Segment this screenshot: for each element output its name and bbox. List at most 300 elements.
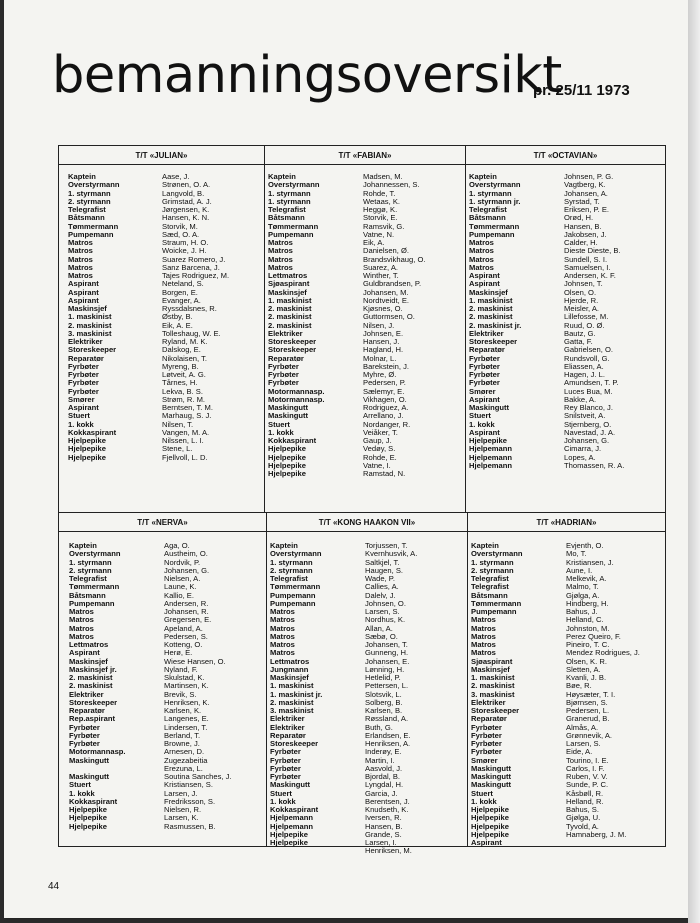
crew-role: Matros (268, 263, 293, 272)
crew-name: Tolleshaug, W. E. (162, 329, 221, 338)
crew-name: Iversen, R. (365, 814, 402, 823)
crew-role: Overstyrmann (270, 550, 322, 559)
crew-name: Gjølga, U. (566, 814, 601, 823)
crew-name: Sælemyr, E. (363, 387, 405, 396)
crew-role: 2. maskinist (268, 321, 312, 330)
crew-name: Hagland, H. (363, 346, 404, 355)
crew-name: Larsen, I. (365, 839, 397, 847)
roles-octavian (469, 173, 521, 470)
crew-name: Ramstad, N. (363, 470, 406, 478)
crew-role: Kaptein (471, 542, 499, 550)
crew-name: Storvik, E. (363, 214, 398, 223)
crew-role: Stuert (270, 789, 292, 798)
crew-name: Storvik, M. (162, 222, 198, 231)
crew-name: Martin, I. (365, 756, 395, 765)
crew-role: 2. maskinist (268, 305, 312, 313)
crew-role: Storeskeeper (270, 740, 319, 748)
crew-role: Fyrbøter (270, 756, 301, 765)
header-rule-bottom (59, 531, 665, 532)
crew-name: Johansen, G. (564, 437, 610, 445)
crew-name: Kvanli, J. B. (566, 674, 607, 682)
crew-role: 1. maskinist (471, 674, 515, 682)
crew-role: Matros (469, 247, 494, 256)
crew-role: Matros (68, 247, 93, 256)
crew-name: Woicke, J. H. (162, 247, 207, 256)
crew-name: Lillefosse, M. (564, 313, 609, 322)
ship-header-octavian: T/T «OCTAVIAN» (533, 151, 598, 160)
crew-role: Pumpemann (469, 230, 515, 239)
crew-name: Suarez, A. (363, 263, 399, 272)
roles-kong-haakon (270, 542, 322, 847)
crew-role: 1. kokk (68, 420, 94, 429)
crew-name: Eriksen, P. E. (564, 206, 610, 214)
crew-role: Hjelpepike (471, 830, 509, 839)
crew-name: Sletten, A. (566, 665, 601, 674)
crew-role: Pumpemann (270, 599, 316, 608)
crew-role: Maskingutt (471, 764, 512, 773)
crew-role: Aspirant (68, 288, 99, 297)
crew-name: Tårnes, H. (162, 379, 198, 388)
crew-role: Matros (268, 247, 293, 256)
crew-role: Hjelpepike (268, 470, 306, 478)
crew-role: Tømmermann (68, 222, 119, 231)
crew-name: Wetaas, K. (363, 197, 401, 206)
crew-role: Maskingutt (268, 412, 309, 421)
crew-role: 2. styrmann (68, 197, 111, 206)
crew-name: Johansen, M. (363, 288, 409, 297)
crew-role: Aspirant (469, 272, 500, 280)
crew-name: Vedøy, S. (363, 445, 396, 454)
crew-name: Nikolaisen, T. (162, 354, 208, 363)
crew-role: Fyrbøter (270, 748, 301, 757)
crew-role: Matros (69, 616, 94, 625)
crew-role: Matros (270, 624, 295, 633)
crew-role: Kokkaspirant (69, 797, 118, 806)
crew-role: Fyrbøter (69, 731, 100, 740)
crew-role: Fyrbøter (268, 362, 299, 371)
crew-name: Mo, T. (566, 550, 587, 559)
crew-role: Matros (469, 263, 494, 272)
crew-name: Larsen, J. (164, 789, 198, 798)
crew-role: Telegrafist (268, 206, 306, 214)
crew-name: Lopes, A. (564, 453, 596, 462)
crew-name: Langenes, E. (164, 715, 209, 724)
crew-role: Hjelpepike (268, 461, 306, 470)
crew-role: Hjelpepike (270, 839, 308, 847)
crew-name: Neteland, S. (162, 280, 204, 289)
crew-name: Martinsen, K. (164, 682, 209, 691)
crew-name: Bøe, R. (566, 682, 592, 691)
crew-name: Perez Queiro, F. (566, 632, 621, 641)
crew-name: Vangen, M. A. (162, 428, 210, 437)
crew-name: Samuelsen, I. (564, 263, 611, 272)
crew-role: Telegrafist (69, 575, 107, 583)
crew-role: Fyrbøter (68, 387, 99, 396)
crew-name: Gjølga, A. (566, 591, 600, 600)
crew-role: Overstyrmann (69, 550, 121, 559)
crew-role: 1. maskinist (68, 313, 112, 322)
crew-role: Matros (471, 641, 496, 649)
crew-name: Knudseth, K. (365, 806, 409, 814)
crew-role: Maskinsjef (469, 288, 508, 297)
crew-name: Thomassen, R. A. (564, 461, 625, 470)
crew-role: Pumpemann (268, 230, 314, 239)
crew-role: 2. maskinist (268, 313, 312, 322)
crew-role: 3. maskinist (270, 707, 314, 715)
crew-role: Storeskeeper (471, 707, 520, 715)
crew-role: Matros (68, 255, 93, 264)
crew-name: Sundell, S. I. (564, 255, 608, 264)
crew-role: 3. maskinist (471, 690, 515, 699)
crew-name: Larsen, S. (566, 740, 601, 748)
crew-name: Rohde, T. (363, 189, 396, 198)
crew-name: Garcia, J. (365, 789, 398, 798)
crew-role: Maskingutt (469, 404, 510, 412)
roles-hadrian (471, 542, 523, 847)
crew-name: Berentsen, J. (365, 797, 410, 806)
crew-role: Maskinsjef jr. (69, 665, 117, 674)
adjacent-page-edge (688, 0, 700, 923)
crew-role: Pumpemann (69, 599, 115, 608)
crew-role: Overstyrmann (469, 181, 521, 190)
crew-name: Røssland, A. (365, 715, 409, 724)
crew-role: Fyrbøter (469, 379, 500, 388)
crew-name: Sunde, P. C. (566, 781, 609, 790)
crew-role: Fyrbøter (471, 748, 502, 757)
crew-role: Båtsmann (68, 214, 105, 223)
crew-name: Fjellvoll, L. D. (162, 453, 208, 462)
crew-name: Tajes Rodriguez, M. (162, 272, 230, 280)
crew-role: Elektriker (469, 329, 504, 338)
crew-role: Kaptein (268, 173, 296, 181)
crew-name: Dieste Dieste, B. (564, 247, 621, 256)
crew-name: Meisler, A. (564, 305, 600, 313)
page-title: bemanningsoversikt (52, 46, 562, 105)
crew-name: Hindberg, H. (566, 599, 609, 608)
crew-role: Stuert (469, 412, 491, 421)
crew-name: Johannessen, S. (363, 181, 420, 190)
crew-role: Matros (471, 624, 496, 633)
names-kong-haakon (365, 542, 417, 856)
crew-name: Helland, C. (566, 616, 604, 625)
crew-role: Fyrbøter (270, 764, 301, 773)
crew-name: Stjernberg, O. (564, 420, 612, 429)
crew-role: Storeskeeper (69, 698, 118, 707)
column-divider-bottom-1 (266, 512, 267, 847)
crew-name: Barekstein, J. (363, 362, 410, 371)
crew-name: Luces Bua, M. (564, 387, 613, 396)
crew-role: Elektriker (471, 698, 506, 707)
crew-role: Stuert (471, 789, 493, 798)
crew-name: Rundsvoll, G. (564, 354, 610, 363)
crew-role: Storeskeeper (469, 338, 518, 346)
crew-role: Motormannasp. (69, 748, 126, 757)
crew-name: Grimstad, A. J. (162, 197, 212, 206)
crew-name: Johnsen, E. (363, 329, 404, 338)
crew-name: Arnesen, D. (164, 748, 205, 757)
crew-name: Nielsen, A. (164, 575, 201, 583)
crew-role: 1. styrmann jr. (469, 197, 521, 206)
crew-name: Strønen, O. A. (162, 181, 211, 190)
crew-name: Arrellano, J. (363, 412, 404, 421)
crew-role: Hjelpepike (69, 822, 107, 831)
crew-role: 1. maskinist (268, 296, 312, 305)
crew-name: Pedersen, L. (566, 707, 610, 715)
crew-name: Nordvik, P. (164, 558, 201, 567)
crew-role: 2. maskinist jr. (469, 321, 522, 330)
crew-name: Winther, T. (363, 272, 399, 280)
crew-role: Tømmermann (69, 583, 120, 592)
crew-role: Overstyrmann (471, 550, 523, 559)
crew-role: 2. maskinist (69, 682, 113, 691)
crew-name: Solberg, B. (365, 698, 403, 707)
crew-name: Rohde, E. (363, 453, 397, 462)
crew-role: 1. styrmann (68, 189, 111, 198)
crew-role: Pumpemann (270, 591, 316, 600)
document-page (4, 0, 688, 918)
crew-role: 1. maskinist jr. (270, 690, 323, 699)
crew-name: Browne, J. (164, 740, 200, 748)
crew-role: Hjelpemann (469, 453, 513, 462)
crew-role: Kaptein (469, 173, 497, 181)
crew-role: Fyrbøter (471, 740, 502, 748)
crew-role: Tømmermann (471, 599, 522, 608)
crew-role: Hjelpepike (469, 437, 507, 445)
crew-name: Eliassen, A. (564, 362, 604, 371)
crew-name: Nilssen, L. I. (162, 437, 204, 445)
crew-role: 2. styrmann (69, 566, 112, 575)
crew-name: Johnsen, O. (365, 599, 406, 608)
crew-name: Gunneng, H. (365, 649, 409, 658)
crew-name: Kåsbøll, R. (566, 789, 604, 798)
crew-role: Telegrafist (68, 206, 106, 214)
crew-name: Hansen, B. (564, 222, 602, 231)
crew-role: Hjelpepike (270, 830, 308, 839)
column-divider-top-1 (264, 146, 265, 513)
crew-name: Nyland, F. (164, 665, 198, 674)
crew-name: Aasvold, J. (365, 764, 403, 773)
crew-name: Suarez Romero, J. (162, 255, 226, 264)
crew-name: Evanger, A. (162, 296, 201, 305)
crew-role: Aspirant (68, 280, 99, 289)
crew-name: Nordanger, R. (363, 420, 411, 429)
crew-role: Matros (270, 616, 295, 625)
crew-role: Overstyrmann (68, 181, 120, 190)
crew-name: Mendez Rodrigues, J. (566, 649, 640, 658)
crew-role: Maskingutt (69, 756, 110, 765)
crew-role: Reparatør (69, 707, 105, 715)
crew-name: Granerud, B. (566, 715, 610, 724)
crew-name: Buth, G. (365, 723, 393, 732)
crew-name: Ramsvik, G. (363, 222, 405, 231)
crew-role: Storeskeeper (268, 338, 317, 346)
crew-role: 2. maskinist (270, 698, 314, 707)
crew-name: Vagtberg, K. (564, 181, 606, 190)
roles-fabian (268, 173, 325, 478)
crew-name: Langvold, B. (162, 189, 205, 198)
crew-role: Reparatør (469, 346, 505, 355)
crew-role: Stuert (68, 412, 90, 421)
crew-name: Nielsen, R. (164, 806, 202, 814)
crew-role: Maskinsjef (69, 657, 108, 666)
crew-name: Henriksen, M. (365, 847, 412, 856)
crew-role: Matros (471, 649, 496, 658)
crew-role: Tømmermann (270, 583, 321, 592)
crew-name: Cimarra, J. (564, 445, 602, 454)
crew-role: Storeskeeper (268, 346, 317, 355)
crew-role: Matros (69, 608, 94, 616)
crew-name: Rey Blanco, J. (564, 404, 613, 412)
crew-name: Austheim, O. (164, 550, 208, 559)
crew-role: Hjelpepike (68, 453, 106, 462)
crew-role: Båtsmann (471, 591, 508, 600)
crew-role: Overstyrmann (268, 181, 320, 190)
crew-role: 2. styrmann (471, 566, 514, 575)
crew-name: Bautz, G. (564, 329, 596, 338)
crew-role: Storeskeeper (68, 346, 117, 355)
crew-name: Nilsen, T. (162, 420, 194, 429)
crew-role: 2. maskinist (469, 313, 513, 322)
crew-role: Matros (69, 632, 94, 641)
crew-role: Tømmermann (469, 222, 520, 231)
crew-name: Vikhagen, O. (363, 395, 407, 404)
crew-name: Jakobsen, J. (564, 230, 607, 239)
crew-role: Maskingutt (270, 781, 311, 790)
crew-role: 2. maskinist (471, 682, 515, 691)
crew-name: Aga, O. (164, 542, 190, 550)
crew-role: Matros (69, 624, 94, 633)
crew-name: Myreng, B. (162, 362, 199, 371)
crew-role: 1. kokk (471, 797, 497, 806)
crew-role: Maskingutt (69, 773, 110, 781)
crew-name: Veiåker, T. (363, 428, 398, 437)
crew-role: Hjelpepike (68, 445, 106, 454)
crew-name: Olsen, K. R. (566, 657, 607, 666)
names-hadrian (566, 542, 640, 839)
crew-role: Kokkaspirant (270, 806, 319, 814)
crew-name: Myhre, Ø. (363, 371, 397, 379)
crew-name: Løtveit, A. G. (162, 371, 206, 379)
crew-role: Fyrbøter (469, 362, 500, 371)
crew-role: Hjelpemann (469, 445, 513, 454)
crew-role: Fyrbøter (68, 379, 99, 388)
crew-role: Båtsmann (69, 591, 106, 600)
crew-name: Hjerde, R. (564, 296, 599, 305)
crew-name: Lønning, H. (365, 665, 405, 674)
crew-name: Marhaug, S. J. (162, 412, 212, 421)
ship-header-nerva: T/T «NERVA» (137, 518, 188, 527)
crew-name: Vatne, N. (363, 230, 395, 239)
crew-name: Eik, A. (363, 239, 385, 247)
crew-name: Johnsen, P. G. (564, 173, 614, 181)
crew-name: Tourino, I. E. (566, 756, 609, 765)
crew-role (69, 765, 126, 773)
crew-name: Sanz Barcena, J. (162, 263, 220, 272)
crew-role: 1. maskinist (270, 682, 314, 691)
crew-role: Hjelpemann (270, 814, 314, 823)
crew-name: Laune, K. (164, 583, 197, 592)
crew-role: Elektriker (68, 338, 103, 346)
crew-role: Maskingutt (268, 404, 309, 412)
crew-role: Aspirant (469, 395, 500, 404)
crew-role: Hjelpepike (68, 437, 106, 445)
crew-name: Inderøy, E. (365, 748, 402, 757)
crew-role: Matros (268, 239, 293, 247)
crew-role: Fyrbøter (68, 371, 99, 379)
crew-role: Maskinsjef (68, 305, 107, 313)
crew-role: Reparatør (268, 354, 304, 363)
crew-name: Slotsvik, L. (365, 690, 402, 699)
crew-role: Elektriker (268, 329, 303, 338)
crew-name: Strøm, R. M. (162, 395, 206, 404)
crew-role: Telegrafist (471, 575, 509, 583)
crew-name: Kjøsnes, O. (363, 305, 403, 313)
crew-name: Kristiansen, S. (164, 781, 213, 790)
crew-name: Johansen, T. (365, 641, 408, 649)
crew-role: Fyrbøter (69, 723, 100, 732)
crew-role: Hjelpepike (69, 814, 107, 823)
crew-role: Hjelpepike (471, 814, 509, 823)
crew-name: Sæbø, O. (365, 632, 398, 641)
crew-name: Carlos, I. F. (566, 764, 605, 773)
crew-name: Helland, R. (566, 797, 604, 806)
crew-role: Maskinsjef (268, 288, 307, 297)
ship-header-julian: T/T «JULIAN» (135, 151, 188, 160)
crew-name: Larsen, S. (365, 608, 400, 616)
crew-name: Soutina Sanches, J. (164, 773, 232, 781)
crew-role: Stuert (268, 420, 290, 429)
crew-role: Aspirant (469, 280, 500, 289)
names-julian (162, 173, 229, 462)
crew-role: Fyrbøter (69, 740, 100, 748)
names-fabian (363, 173, 425, 478)
crew-name: Fredriksson, S. (164, 797, 216, 806)
crew-name: Madsen, M. (363, 173, 403, 181)
crew-role: 2. maskinist (68, 321, 112, 330)
page-number: 44 (48, 881, 60, 892)
crew-name: Eide, A. (566, 748, 593, 757)
crew-name: Johansen, G. (164, 566, 210, 575)
crew-name: Johansen, E. (365, 657, 410, 666)
crew-role: Stuert (69, 781, 91, 790)
crew-role: Matros (270, 632, 295, 641)
crew-name: Guldbrandsen, P. (363, 280, 422, 289)
crew-role: Sjøaspirant (471, 657, 513, 666)
crew-role: Fyrbøter (471, 731, 502, 740)
crew-name: Rodriguez, A. (363, 404, 409, 412)
crew-name: Guttormsen, O. (363, 313, 415, 322)
crew-name: Andersen, R. (164, 599, 209, 608)
crew-name: Andersen, K. F. (564, 272, 616, 280)
crew-name: Ryland, M. K. (162, 338, 208, 346)
page-subtitle: pr. 25/11 1973 (533, 82, 630, 99)
crew-role: Hjelpepike (471, 822, 509, 831)
crew-role: Maskinsjef (471, 665, 510, 674)
crew-name: Hansen, K. N. (162, 214, 210, 223)
crew-name: Navestad, J. A. (564, 428, 616, 437)
crew-role: Reparatør (471, 715, 507, 724)
crew-role: Kaptein (270, 542, 298, 550)
crew-name: Vatne, I. (363, 461, 391, 470)
crew-name: Heggø, K. (363, 206, 398, 214)
crew-name: Dalelv, J. (365, 591, 396, 600)
crew-role: Lettmatros (69, 641, 109, 649)
crew-name: Hansen, J. (363, 338, 400, 346)
crew-name: Hamnaberg, J. M. (566, 830, 627, 839)
crew-name: Erlandsen, E. (365, 731, 411, 740)
crew-name: Brandsvikhaug, O. (363, 255, 426, 264)
crew-name: Henriksen, A. (365, 740, 411, 748)
